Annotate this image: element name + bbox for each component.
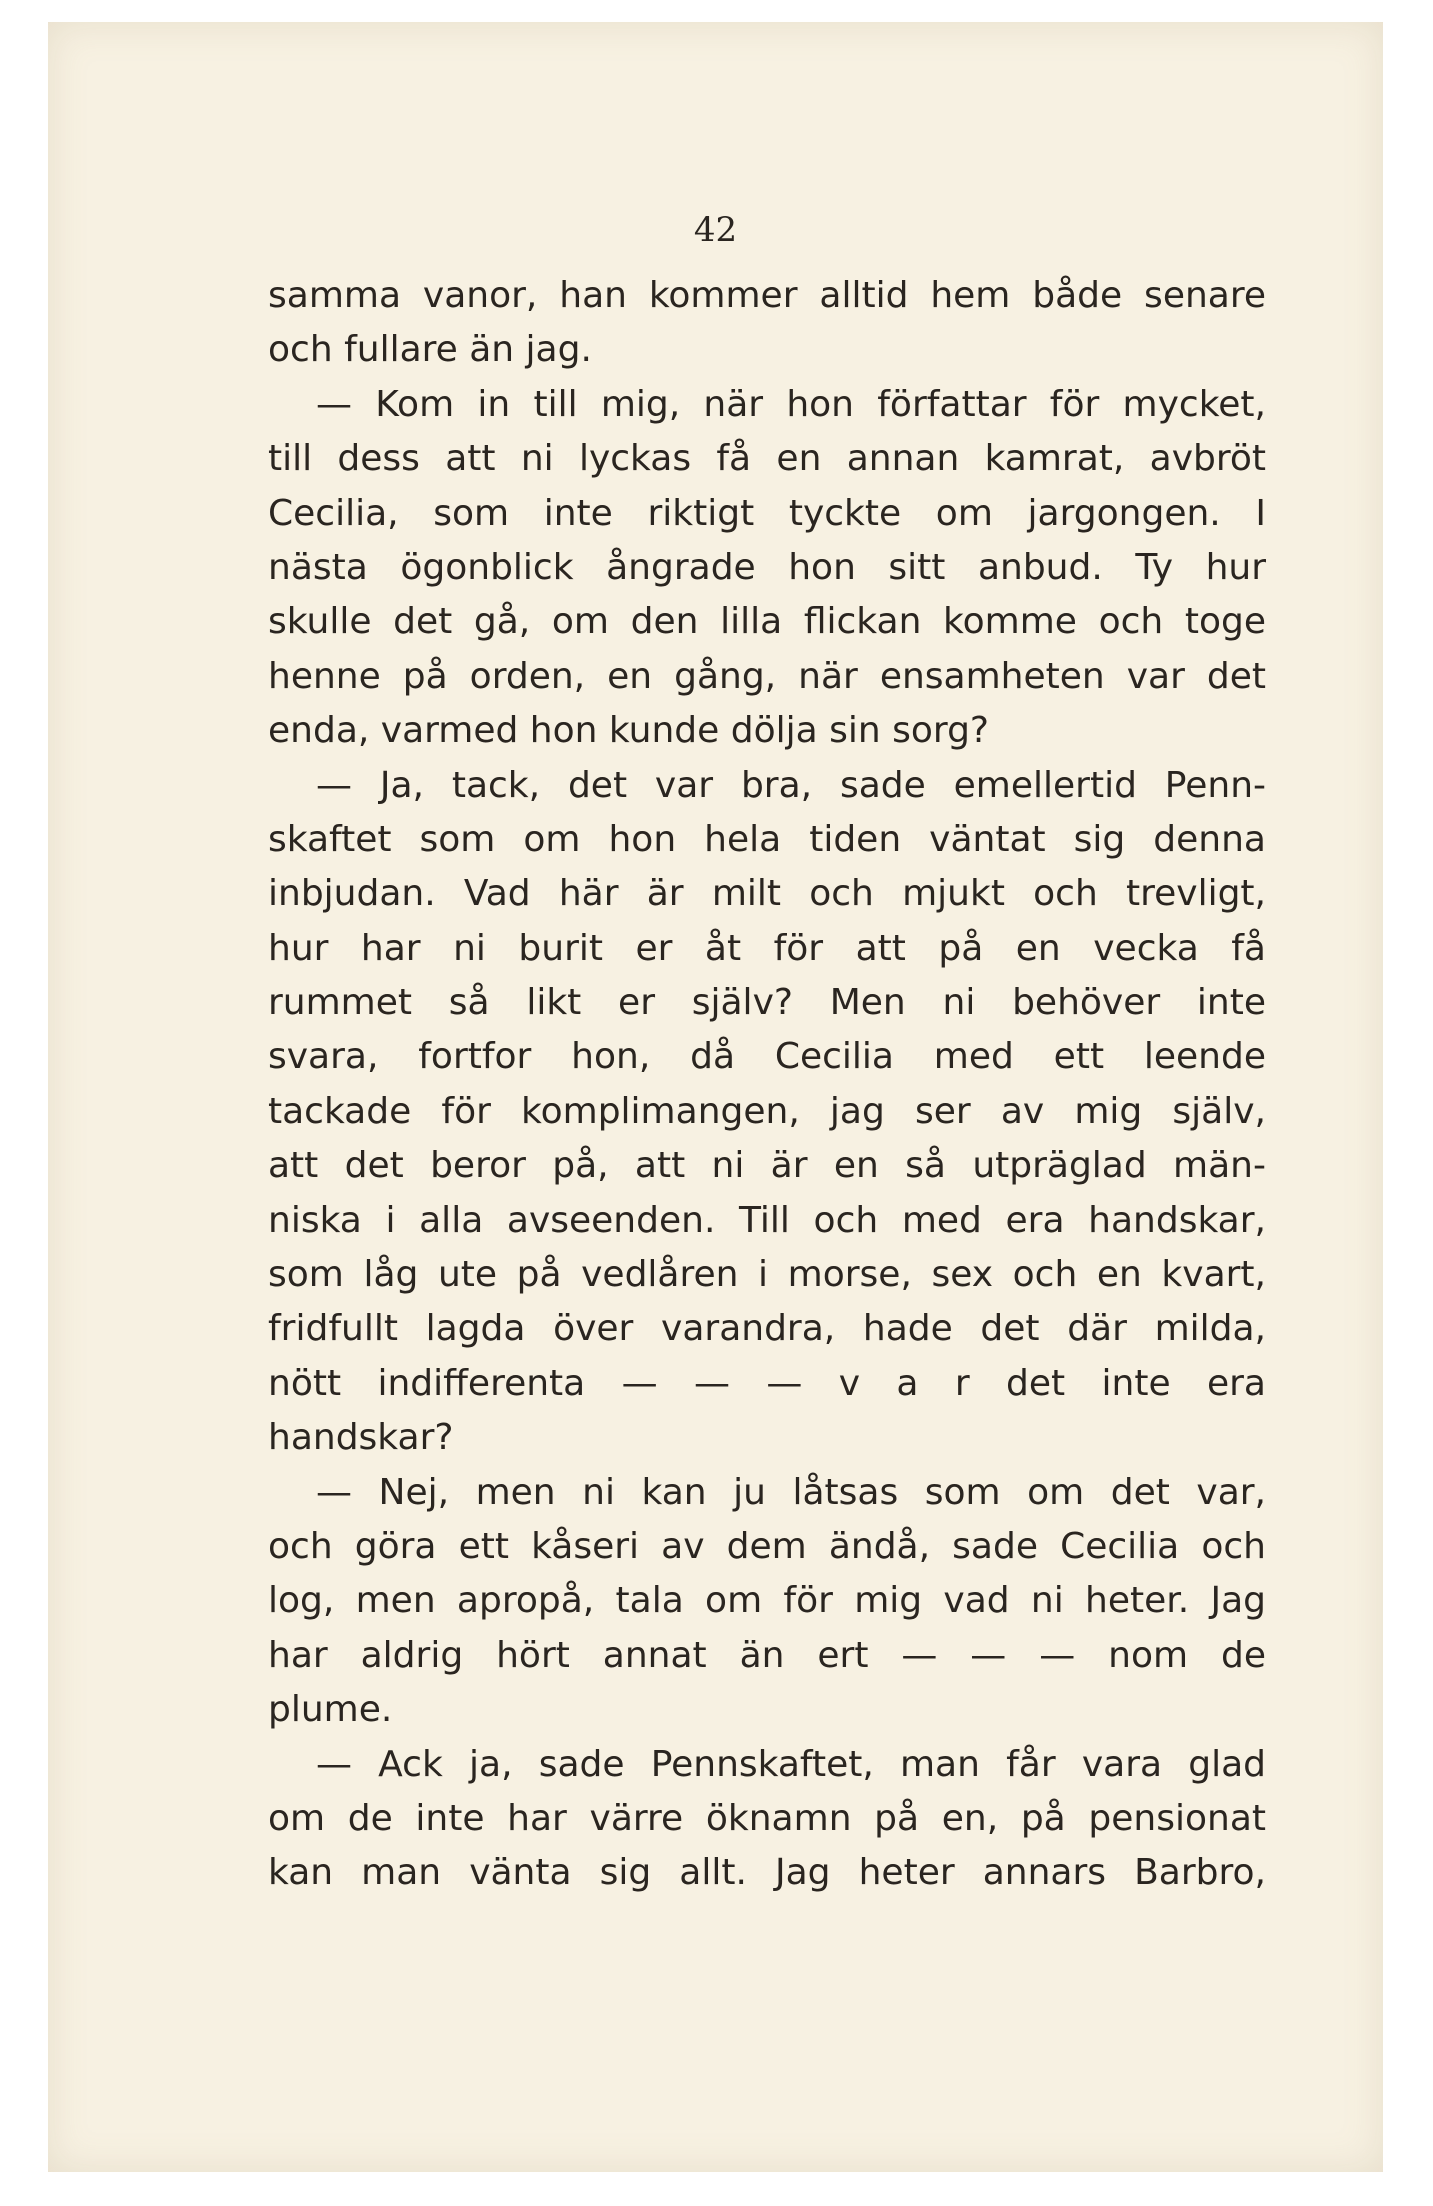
text-line: — Ack ja, sade Pennskaftet, man får vara glad	[316, 1743, 1266, 1785]
text-line: — Ja, tack, det var bra, sade emellertid Penn-	[316, 764, 1266, 806]
book-page	[48, 22, 1383, 2172]
text-line: och fullare än jag.	[268, 329, 592, 371]
page-number: 42	[693, 210, 738, 250]
text-line: skulle det gå, om den lilla flickan komme och toge	[268, 601, 1266, 643]
text-line: nästa ögonblick ångrade hon sitt anbud. Ty hur	[268, 546, 1266, 588]
text-line: henne på orden, en gång, när ensamheten var det	[268, 655, 1266, 697]
text-line: fridfullt lagda över varandra, hade det där milda,	[268, 1308, 1266, 1350]
text-line: hur har ni burit er åt för att på en vecka få	[268, 927, 1266, 969]
text-line: kan man vänta sig allt. Jag heter annars Barbro,	[268, 1852, 1266, 1894]
text-line: om de inte har värre öknamn på en, på pensionat	[268, 1797, 1266, 1839]
text-line: niska i alla avseenden. Till och med era handskar,	[268, 1199, 1266, 1241]
text-line: log, men apropå, tala om för mig vad ni heter. Jag	[268, 1580, 1266, 1622]
text-line: Cecilia, som inte riktigt tyckte om jargongen. I	[268, 492, 1266, 534]
text-line: plume.	[268, 1689, 393, 1731]
text-line: till dess att ni lyckas få en annan kamrat, avbröt	[268, 438, 1266, 480]
text-line: svara, fortfor hon, då Cecilia med ett leende	[268, 1036, 1266, 1078]
body-text	[268, 269, 1266, 1901]
text-line: — Nej, men ni kan ju låtsas som om det var,	[316, 1471, 1266, 1513]
text-line: nött indifferenta — — — v a r det inte era	[268, 1362, 1266, 1404]
text-line: samma vanor, han kommer alltid hem både senare	[268, 275, 1266, 316]
text-line: handskar?	[268, 1417, 454, 1459]
text-line: inbjudan. Vad här är milt och mjukt och trevligt,	[268, 873, 1266, 915]
text-line: att det beror på, att ni är en så utpräglad män-	[268, 1145, 1266, 1187]
text-line: skaftet som om hon hela tiden väntat sig denna	[268, 818, 1266, 860]
text-line: tackade för komplimangen, jag ser av mig själv,	[268, 1090, 1266, 1132]
text-line: har aldrig hört annat än ert — — — nom de	[268, 1634, 1266, 1676]
text-line: och göra ett kåseri av dem ändå, sade Cecilia och	[268, 1525, 1266, 1567]
text-line: rummet så likt er själv? Men ni behöver inte	[268, 982, 1266, 1024]
text-line: som låg ute på vedlåren i morse, sex och en kvart,	[268, 1254, 1266, 1296]
text-line: — Kom in till mig, när hon författar för mycket,	[316, 383, 1266, 425]
text-line: enda, varmed hon kunde dölja sin sorg?	[268, 710, 990, 752]
